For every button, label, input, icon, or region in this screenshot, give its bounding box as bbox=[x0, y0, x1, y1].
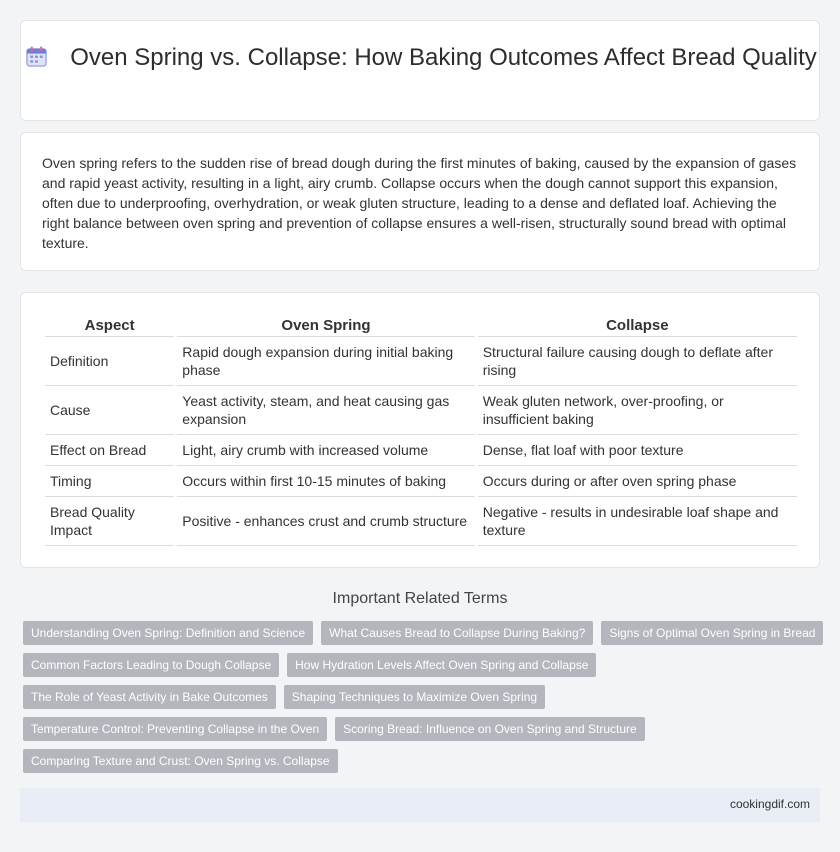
table-row bbox=[45, 337, 797, 386]
table-cell: Definition bbox=[45, 337, 174, 386]
calendar-icon bbox=[25, 45, 48, 68]
table-cell: Negative - results in undesirable loaf shape and texture bbox=[478, 497, 797, 546]
intro-card bbox=[20, 132, 820, 271]
table-cell: Rapid dough expansion during initial baking phase bbox=[177, 337, 474, 386]
tag-row bbox=[23, 717, 823, 741]
table-row bbox=[45, 386, 797, 435]
table-cell: Occurs within first 10-15 minutes of baking bbox=[177, 466, 474, 497]
related-terms-title: Important Related Terms bbox=[332, 590, 508, 607]
table-row bbox=[45, 497, 797, 546]
page-title-wrap bbox=[21, 43, 821, 72]
comparison-table bbox=[42, 311, 800, 546]
footer-site-link[interactable]: cookingdif.com bbox=[729, 797, 810, 811]
page-title: Oven Spring vs. Collapse: How Baking Outcomes Affect Bread Quality bbox=[70, 44, 817, 71]
related-term-tag[interactable]: Comparing Texture and Crust: Oven Spring vs. Collapse bbox=[23, 749, 338, 773]
related-terms-list bbox=[23, 621, 823, 781]
related-term-tag[interactable]: Temperature Control: Preventing Collapse in the Oven bbox=[23, 717, 327, 741]
related-term-tag[interactable]: Understanding Oven Spring: Definition and Science bbox=[23, 621, 313, 645]
table-cell: Weak gluten network, over-proofing, or insufficient baking bbox=[478, 386, 797, 435]
column-header-aspect: Aspect bbox=[45, 311, 174, 337]
tag-row bbox=[23, 685, 823, 709]
related-term-tag[interactable]: Shaping Techniques to Maximize Oven Spring bbox=[284, 685, 545, 709]
table-cell: Bread Quality Impact bbox=[45, 497, 174, 546]
comparison-card bbox=[20, 292, 820, 568]
related-term-tag[interactable]: The Role of Yeast Activity in Bake Outcomes bbox=[23, 685, 276, 709]
tag-row bbox=[23, 653, 823, 677]
related-term-tag[interactable]: Scoring Bread: Influence on Oven Spring and Structure bbox=[335, 717, 645, 741]
header-card bbox=[20, 20, 820, 121]
table-cell: Cause bbox=[45, 386, 174, 435]
table-row bbox=[45, 466, 797, 497]
column-header-collapse: Collapse bbox=[478, 311, 797, 337]
table-cell: Dense, flat loaf with poor texture bbox=[478, 435, 797, 466]
related-term-tag[interactable]: What Causes Bread to Collapse During Baking? bbox=[321, 621, 593, 645]
table-cell: Light, airy crumb with increased volume bbox=[177, 435, 474, 466]
related-term-tag[interactable]: How Hydration Levels Affect Oven Spring and Collapse bbox=[287, 653, 596, 677]
table-cell: Effect on Bread bbox=[45, 435, 174, 466]
table-cell: Occurs during or after oven spring phase bbox=[478, 466, 797, 497]
related-term-tag[interactable]: Signs of Optimal Oven Spring in Bread bbox=[601, 621, 823, 645]
table-cell: Yeast activity, steam, and heat causing gas expansion bbox=[177, 386, 474, 435]
tag-row bbox=[23, 621, 823, 645]
column-header-oven-spring: Oven Spring bbox=[177, 311, 474, 337]
table-cell: Timing bbox=[45, 466, 174, 497]
footer bbox=[20, 788, 820, 822]
table-cell: Structural failure causing dough to deflate after rising bbox=[478, 337, 797, 386]
table-cell: Positive - enhances crust and crumb structure bbox=[177, 497, 474, 546]
table-row bbox=[45, 435, 797, 466]
tag-row bbox=[23, 749, 823, 773]
related-term-tag[interactable]: Common Factors Leading to Dough Collapse bbox=[23, 653, 279, 677]
intro-paragraph: Oven spring refers to the sudden rise of bread dough during the first minutes of baking, caused by the expansion of gases and rapid yeast activity, resulting in a light, airy crumb. Collapse occurs when the dough cannot support this expansion, often due to underproofing, overhydration, or weak gluten structure, leading to a dense and deflated loaf. Achieving the right balance between oven spring and prevention of collapse ensures a well-risen, structurally sound bread with optimal texture. bbox=[42, 155, 797, 251]
table-header-row bbox=[45, 311, 797, 337]
